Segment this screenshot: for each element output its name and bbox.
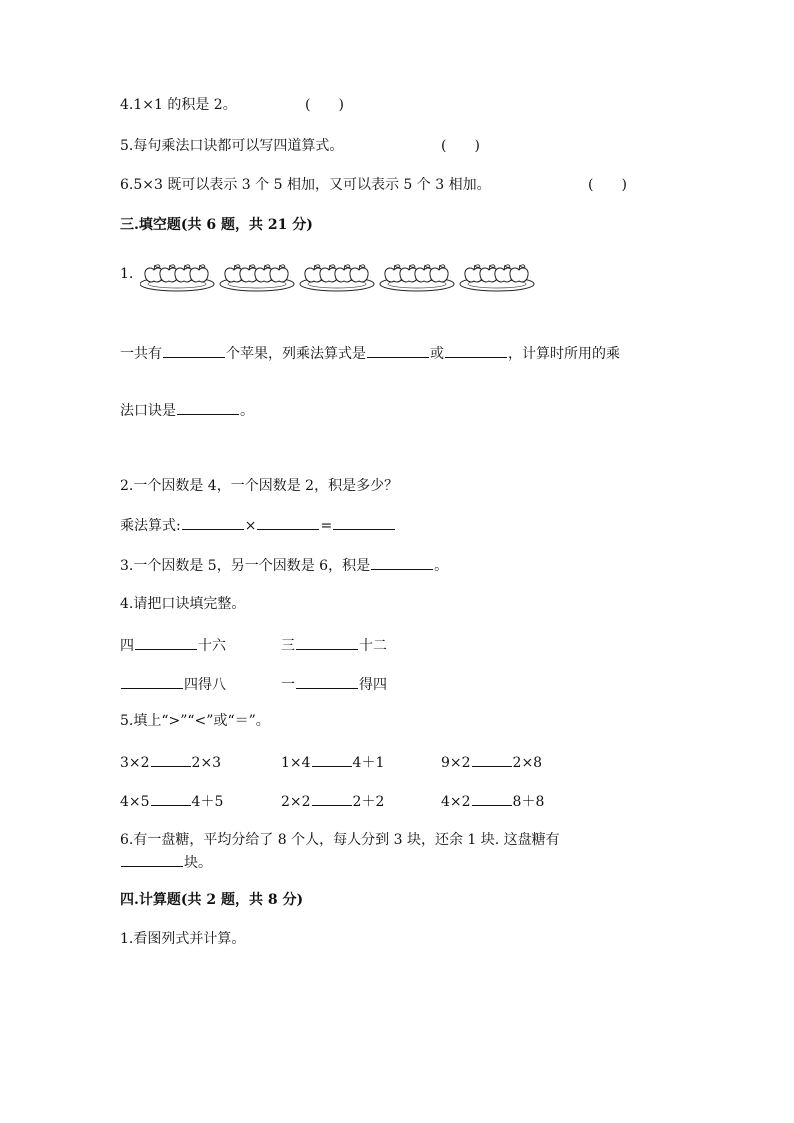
compare-left: 4×5 [120, 794, 150, 810]
compare-left: 9×2 [441, 755, 471, 771]
fill-q1-text-d: ，计算时所用的乘 [508, 346, 620, 362]
calc-q1-text: 1.看图列式并计算。 [120, 931, 246, 947]
apple-icon [190, 268, 208, 282]
fill-q3-text: 3.一个因数是 5，另一个因数是 6，积是 [120, 558, 371, 574]
plate [460, 265, 534, 291]
rhyme-2-post: 十二 [359, 638, 387, 654]
compare-right: 2＋2 [352, 794, 385, 810]
rhyme-1-post: 十六 [198, 638, 226, 654]
apple-leaf [155, 265, 160, 268]
formula-label: 乘法算式: [120, 518, 181, 534]
apple-count-blank[interactable] [163, 343, 225, 358]
fill-q1-text-b: 个苹果，列乘法算式是 [226, 346, 366, 362]
plate [300, 265, 374, 291]
apple-leaf [200, 265, 205, 268]
rhyme-3-post: 四得八 [184, 677, 226, 693]
compare-item [120, 791, 223, 811]
fill-q6-answer [120, 852, 212, 872]
judge-q4 [120, 96, 237, 114]
compare-blank[interactable] [312, 752, 352, 767]
judge-q5-paren[interactable]: ( ) [441, 138, 480, 154]
times-sign: × [244, 518, 257, 534]
fill-q1-text-e: 法口诀是 [120, 403, 176, 419]
apple-leaf [280, 265, 285, 268]
apple-leaf [265, 265, 270, 268]
fill-q4-text: 4.请把口诀填完整。 [120, 596, 246, 612]
apple-icon [350, 268, 368, 282]
rhyme-item-4 [281, 674, 387, 694]
compare-item [441, 791, 544, 811]
apple-leaf [170, 265, 175, 268]
section3-title: 三.填空题(共 6 题，共 21 分) [120, 217, 313, 233]
apple-leaf [315, 265, 320, 268]
judge-q5-text: 5.每句乘法口诀都可以写四道算式。 [120, 138, 344, 154]
apple-leaf [360, 265, 365, 268]
apple-leaf [490, 265, 495, 268]
apple-leaf [250, 265, 255, 268]
formula-blank-1[interactable] [367, 343, 429, 358]
rhyme-2-pre: 三 [281, 638, 295, 654]
compare-right: 2×8 [512, 755, 543, 771]
compare-left: 1×4 [281, 755, 311, 771]
fill-q1-text-f: 。 [240, 403, 254, 419]
compare-item [281, 791, 384, 811]
apple-leaf [235, 265, 240, 268]
product-blank[interactable] [333, 515, 395, 530]
apple-icon [430, 268, 448, 282]
compare-blank[interactable] [472, 791, 512, 806]
apple-leaf [475, 265, 480, 268]
fill-q1-text-c: 或 [430, 346, 444, 362]
fill-q3-end: 。 [434, 558, 449, 574]
compare-left: 4×2 [441, 794, 471, 810]
fill-q1-line2 [120, 400, 254, 420]
fill-q6-text: 6.有一盘糖，平均分给了 8 个人，每人分到 3 块，还余 1 块. 这盘糖有 [120, 832, 560, 848]
apple-leaf [185, 265, 190, 268]
judge-q4-text: 4.1×1 的积是 2。 [120, 97, 237, 113]
fill-q2-formula [120, 515, 396, 535]
fill-q1-text-a: 一共有 [120, 346, 162, 362]
compare-right: 4＋5 [191, 794, 224, 810]
rhyme-item-2 [281, 635, 387, 655]
apple-leaf [520, 265, 525, 268]
equals-sign: = [320, 518, 333, 534]
apple-leaf [395, 265, 400, 268]
judge-q6-text: 6.5×3 既可以表示 3 个 5 相加，又可以表示 5 个 3 相加。 [120, 177, 491, 193]
fill-q3-blank[interactable] [371, 555, 433, 570]
compare-item [441, 752, 542, 772]
compare-blank[interactable] [151, 752, 191, 767]
fill-q5-text: 5.填上“>”“<”或“＝”。 [120, 713, 270, 729]
judge-q6-paren[interactable]: ( ) [588, 177, 627, 193]
judge-q6 [120, 176, 491, 194]
fill-q3 [120, 555, 448, 575]
apple-leaf [410, 265, 415, 268]
compare-left: 3×2 [120, 755, 150, 771]
rhyme-1-pre: 四 [120, 638, 134, 654]
compare-left: 2×2 [281, 794, 311, 810]
apple-plates-figure [140, 258, 540, 298]
apple-leaf [330, 265, 335, 268]
fill-q2-text: 2.一个因数是 4，一个因数是 2，积是多少？ [120, 478, 399, 494]
compare-blank[interactable] [472, 752, 512, 767]
apple-icon [270, 268, 288, 282]
judge-q5 [120, 137, 343, 155]
judge-q4-paren[interactable]: ( ) [305, 97, 344, 113]
formula-blank-2[interactable] [445, 343, 507, 358]
compare-blank[interactable] [312, 791, 352, 806]
apple-leaf [440, 265, 445, 268]
rhyme-3-blank[interactable] [121, 674, 183, 689]
rhyme-item-3 [120, 674, 226, 694]
compare-right: 4＋1 [352, 755, 385, 771]
rhyme-4-pre: 一 [281, 677, 295, 693]
rhyme-4-post: 得四 [359, 677, 387, 693]
apple-leaf [505, 265, 510, 268]
apple-leaf [425, 265, 430, 268]
plate [380, 265, 454, 291]
compare-right: 8＋8 [512, 794, 545, 810]
rhyme-4-blank[interactable] [296, 674, 358, 689]
rhyme-item-1 [120, 635, 226, 655]
apple-icon [510, 268, 528, 282]
candy-count-blank[interactable] [121, 852, 183, 867]
compare-item [120, 752, 221, 772]
fill-q1-number: 1. [120, 266, 134, 282]
plate [220, 265, 294, 291]
fill-q6-tail: 块。 [184, 855, 212, 871]
apple-leaf [345, 265, 350, 268]
plate [140, 265, 214, 291]
rhyme-2-blank[interactable] [296, 635, 358, 650]
rhyme-1-blank[interactable] [135, 635, 197, 650]
factor-blank-2[interactable] [257, 515, 319, 530]
factor-blank-1[interactable] [182, 515, 244, 530]
section4-title: 四.计算题(共 2 题，共 8 分) [120, 892, 304, 908]
rhyme-blank[interactable] [177, 400, 239, 415]
fill-q1-line1 [120, 343, 620, 363]
compare-right: 2×3 [191, 755, 222, 771]
compare-blank[interactable] [151, 791, 191, 806]
compare-item [281, 752, 384, 772]
